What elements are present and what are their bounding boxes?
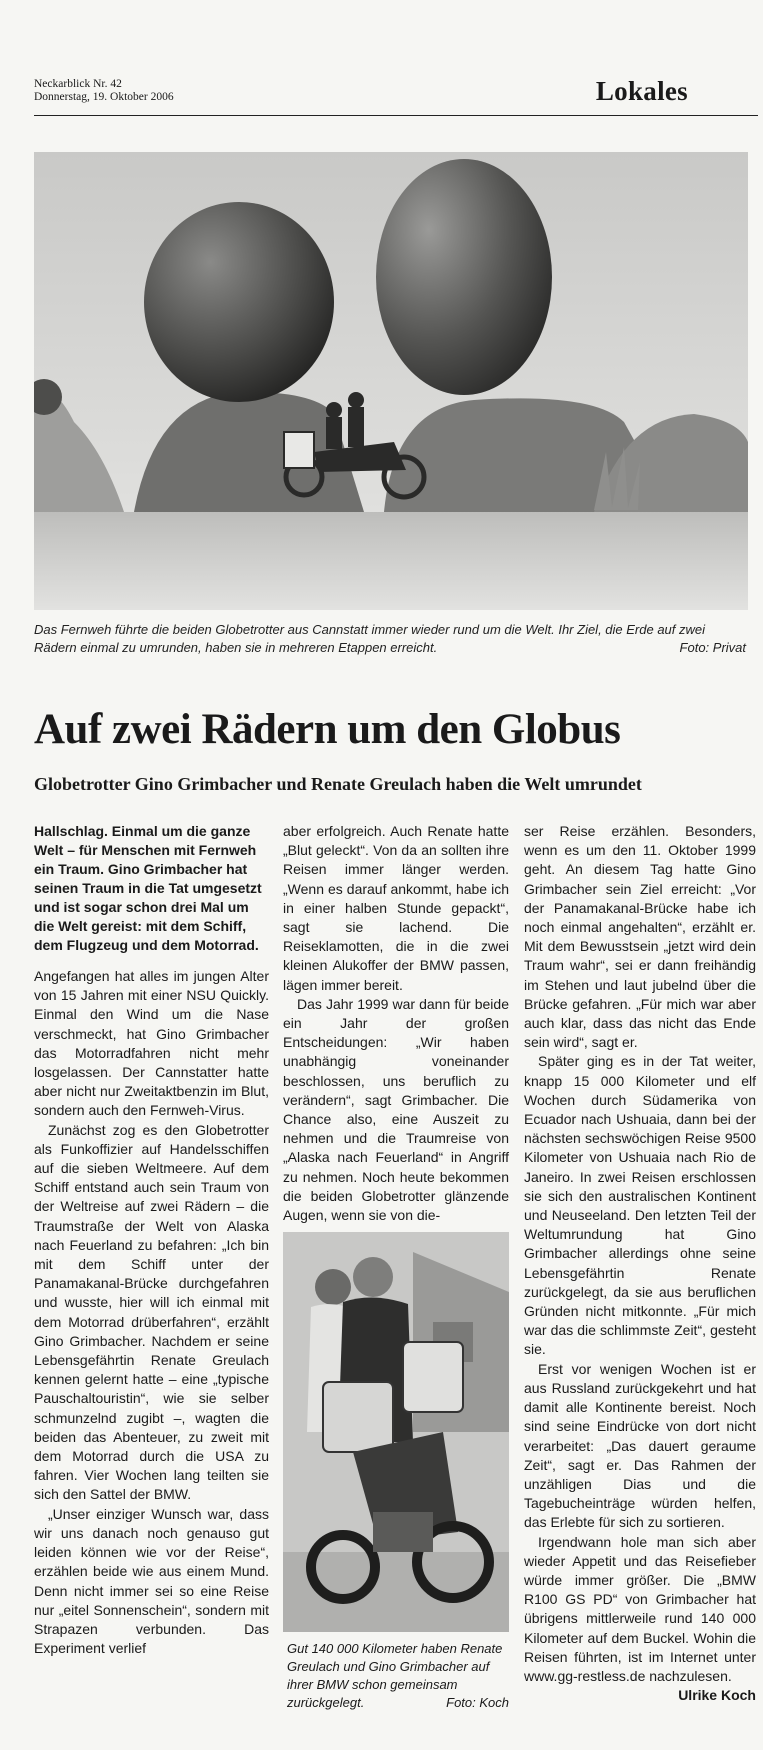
article-lead: Hallschlag. Einmal um die ganze Welt – für Menschen mit Fernweh ein Traum. Gino Grimbacher hat seinen Traum in die Tat umgesetzt und ist sogar schon drei Mal um die Welt gereist: mit dem Schiff, dem Flugzeug und dem Motorrad. [34,823,262,953]
main-photo-credit: Foto: Privat [679,640,746,655]
main-photo [34,152,748,610]
couple-photo [283,1232,509,1632]
col1-paragraph: „Unser einziger Wunsch war, dass wir uns danach noch genauso gut leiden können wie vor der Reise“, erzählen beide wie aus einem Mund. Denn nicht immer sei so eine Reise nur „eitel Sonnenschein“, sondern mit Strapazen verbunden. Das Experiment verlief [34,1505,269,1657]
couple-photo-caption [287,1640,509,1712]
col3-last-paragraph: Irgendwann hole man sich aber wieder Appetit und das Reisefieber würde immer größer. Die „BMW R100 GS PD“ von Grimbacher hat übrigens mittlerweile rund 140 000 Kilometer auf dem Buckel. Wohin die Reisen führten, ist im Internet unter www.gg-restless.de nachzulesen. [524,1533,756,1684]
article-subheadline: Globetrotter Gino Grimbacher und Renate Greulach haben die Welt umrundet [34,774,642,794]
col2-paragraph: Das Jahr 1999 war dann für beide ein Jahr der großen Entscheidungen: „Wir haben unabhängig voneinander beschlossen, uns beruflich zu verändern“, sagt Grimbacher. Die Chance also, eine Auszeit zu nehmen und die Traumreise von „Alaska nach Feuerland“ in Angriff zu nehmen. Noch heute bekommen die beiden Globetrotter glänzende Augen, wenn sie von die- [283,995,509,1224]
article-column-3 [524,822,756,1705]
couple-photo-caption-text: Gut 140 000 Kilometer haben Renate Greulach und Gino Grimbacher auf ihrer BMW schon gemeinsam zurückgelegt. [287,1641,503,1710]
col3-paragraph: Später ging es in der Tat weiter, knapp 15 000 Kilometer und elf Wochen durch Südamerika von Ecuador nach Ushuaia, dann bei der nächsten sechswöchigen Reise 9500 Kilometer von Ushuaia nach Rio de Janeiro. In zwei Reisen erschlossen sie sich den australischen Kontinent und Neuseeland. Den letzten Teil der Weltumrundung hat Gino Grimbacher allerdings ohne seine Lebensgefährtin Renate zurückgelegt, da sie aus beruflichen Gründen nicht mitkonnte. „Für mich war das die schlimmste Zeit“, gesteht sie. [524,1053,756,1358]
col3-paragraph: Erst vor wenigen Wochen ist er aus Russland zurückgekehrt und hat damit alle Kontinente bereist. Noch sind seine Eindrücke von dort nicht verarbeitet: „Das dauert geraume Zeit“, sagt er. Das Rahmen der unzähligen Dias und die Tagebucheinträge würden helfen, das Erlebte für sich zu sortieren. [524,1360,756,1531]
column-1-body [34,967,269,1658]
article-author: Ulrike Koch [678,1687,756,1704]
col1-paragraph: Angefangen hat alles im jungen Alter von 15 Jahren mit einer NSU Quickly. Einmal den Wind um die Nase verschmeckt, hat Gino Grimbacher das Motorradfahren nicht mehr losgelassen. Der Cannstatter hatte aber nicht nur Zweitaktbenzin im Blut, sondern auch den Fernweh-Virus. [34,968,269,1119]
col3-paragraph [524,1533,756,1704]
col1-paragraph: Zunächst zog es den Globetrotter als Funkoffizier auf Handelsschiffen auf die sieben Weltmeere. Auf dem Schiff entstand auch sein Traum von der Weltreise auf zwei Rädern – die Traumstraße der Welt von Alaska nach Feuerland zu befahren: „Ich bin mit dem Schiff unter der Panamakanal-Brücke durchgefahren und wusste, hier will ich einmal mit dem Motorrad drüberfahren“, erzählt Gino Grimbacher. Nachdem er seine Lebensgefährtin Renate Greulach kennen gelernt hatte – eine „typische Pauschaltouristin“, wie sie selber schmunzelnd zugibt –, wagten die beiden das Abenteuer, zu zweit mit dem Motorrad durch die USA zu fahren. Vier Wochen lang teilten sie sich den Sattel der BMW. [34,1121,269,1503]
masthead [34,76,758,116]
article-column-2 [283,822,509,1225]
publication-date: Donnerstag, 19. Oktober 2006 [34,91,174,103]
couple-photo-credit: Foto: Koch [446,1695,509,1710]
section-title: Lokales [595,76,688,106]
article-headline: Auf zwei Rädern um den Globus [34,706,621,753]
col2-paragraph: aber erfolgreich. Auch Renate hatte „Blut geleckt“. Von da an sollten ihre Reisen immer länger werden. „Wenn es darauf ankommt, habe ich in einer halben Stunde gepackt“, sagt sie lachend. Die Reiseklamotten, die in die zwei kleinen Alukoffer der BMW passen, lägen immer bereit. [283,823,509,993]
main-photo-caption-text: Das Fernweh führte die beiden Globetrotter aus Cannstatt immer wieder rund um die Welt. Ihr Ziel, die Erde auf zwei Rädern einmal zu umrunden, haben sie in mehreren Etappen erreicht. [34,622,706,655]
main-photo-caption [34,621,748,657]
article-column-1 [34,822,269,1658]
boulders-photo-illustration [34,152,748,610]
col3-paragraph: ser Reise erzählen. Besonders, wenn es um den 11. Oktober 1999 geht. An diesem Tag hatte Gino Grimbacher sein Ziel erreicht: „Vor der Panamakanal-Brücke habe ich noch einmal angehalten“, erzählt er. Mit dem Bewusstsein „jetzt wird dein Traum wahr“, sei er dann freihändig im Stehen und laut jubelnd über die Brücke gefahren. „Für mich war aber auch klar, dass das nicht das Ende sein wird“, sagt er. [524,823,756,1051]
couple-motorcycle-illustration [283,1232,509,1632]
publication-name: Neckarblick Nr. 42 [34,78,122,90]
masthead-info [34,78,174,104]
